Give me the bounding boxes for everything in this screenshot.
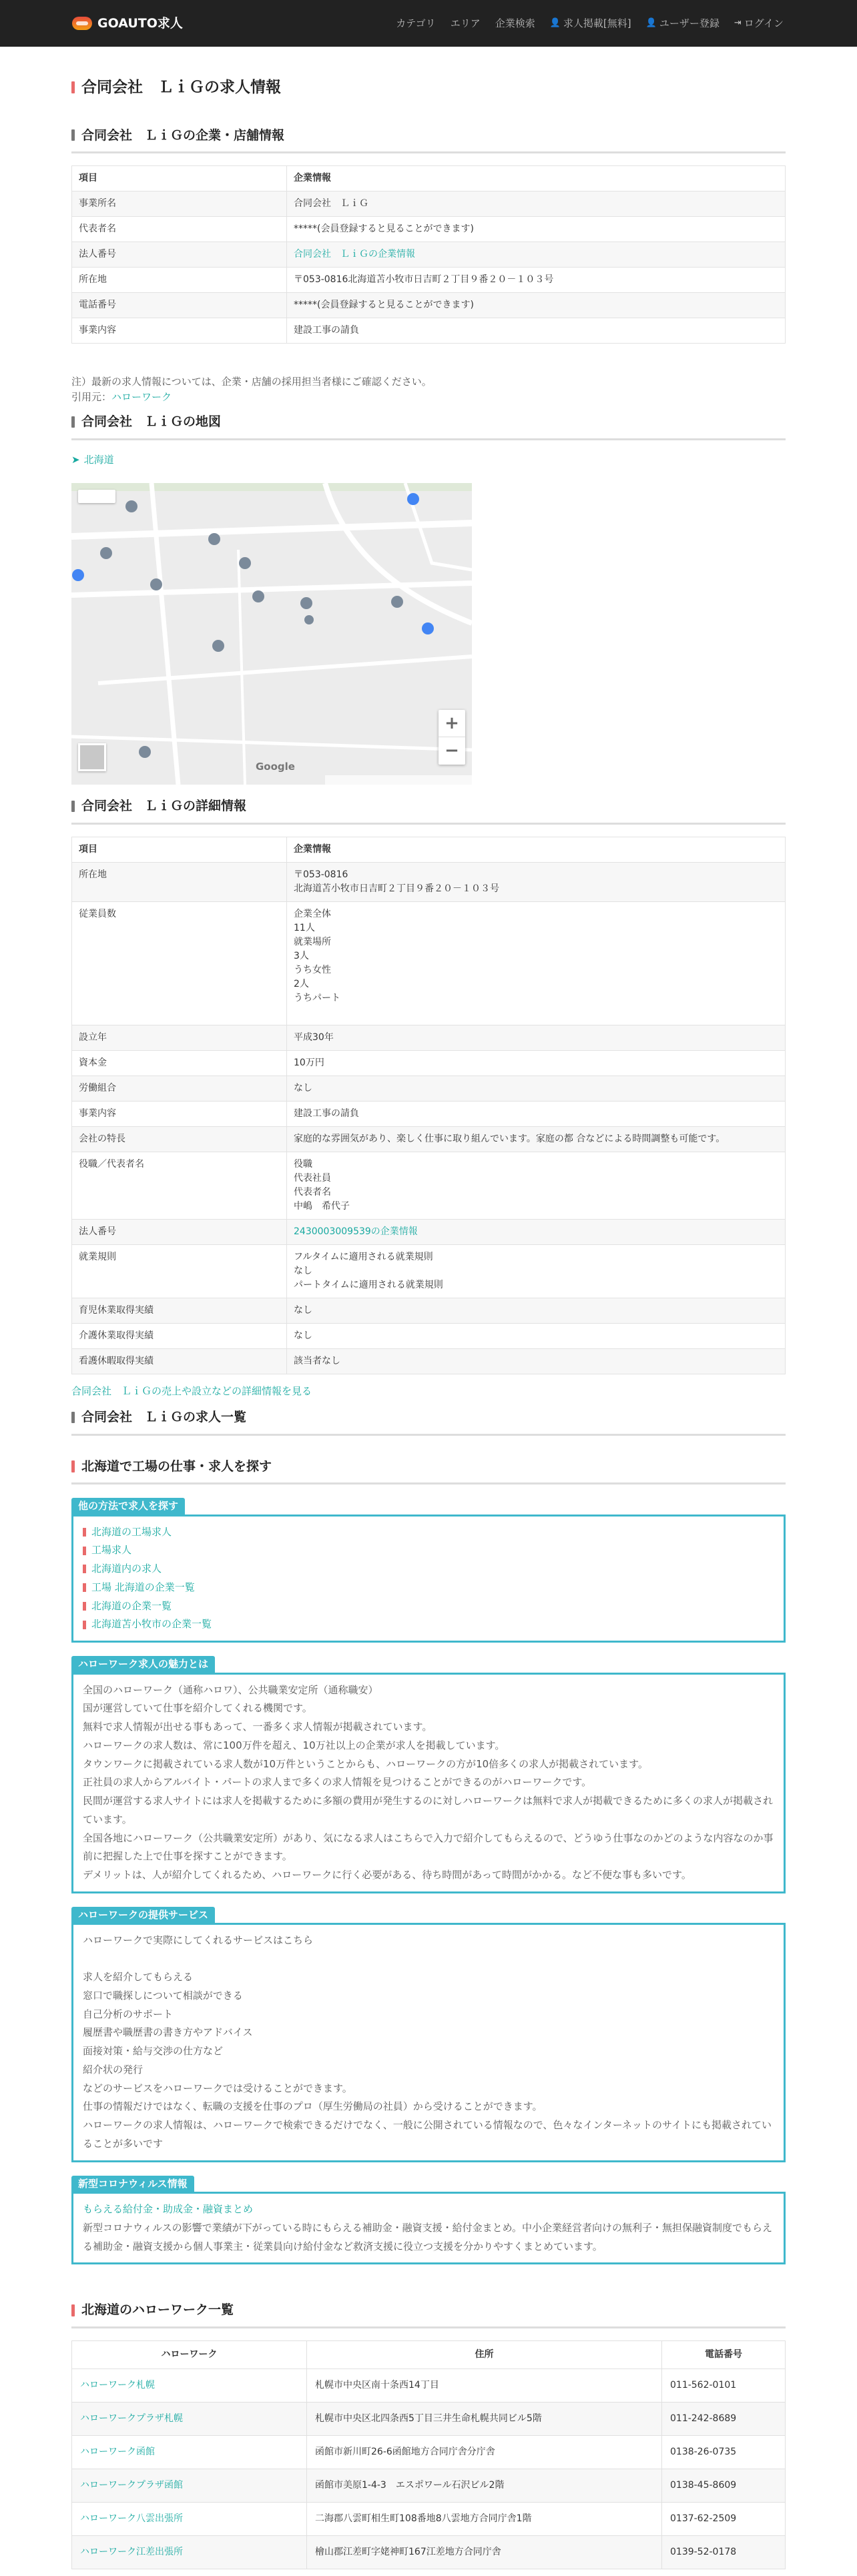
title-bar-icon xyxy=(71,81,75,93)
user-icon: 👤 xyxy=(549,18,561,29)
corporate-info-link[interactable]: 合同会社 ＬｉＧの企業情報 xyxy=(294,249,415,260)
table-row xyxy=(72,166,786,191)
table-row xyxy=(72,191,786,217)
table-row xyxy=(72,318,786,344)
section-title-text: 合同会社 ＬｉＧの企業・店舗情報 xyxy=(81,127,285,143)
table-row xyxy=(72,1025,786,1050)
search-link[interactable]: 北海道の企業一覧 xyxy=(83,1597,774,1616)
hellowork-address: 函館市美原1-4-3 エスポワール石沢ビル2階 xyxy=(307,2469,662,2502)
row-label: 事業内容 xyxy=(72,1101,287,1126)
row-label: 事業内容 xyxy=(72,318,287,344)
row-label: 役職／代表者名 xyxy=(72,1152,287,1219)
value-line: なし xyxy=(294,1330,312,1341)
value-line: 中嶋 希代子 xyxy=(294,1200,350,1212)
table-row xyxy=(72,242,786,268)
table-row xyxy=(72,862,786,901)
table-row xyxy=(72,1298,786,1323)
hellowork-phone: 0139-52-0178 xyxy=(662,2535,786,2569)
search-link[interactable]: 北海道内の求人 xyxy=(83,1560,774,1579)
row-value: 〒053-0816北海道苫小牧市日吉町２丁目９番２０－１０３号 xyxy=(287,268,786,293)
table-row xyxy=(72,293,786,318)
table-row xyxy=(72,217,786,242)
google-logo: Google xyxy=(256,761,295,773)
box-text-line xyxy=(83,1950,774,1968)
row-label: 就業規則 xyxy=(72,1244,287,1298)
box-text-line: 面接対策・給与交渉の仕方など xyxy=(83,2045,224,2057)
row-label: 法人番号 xyxy=(72,242,287,268)
hellowork-address: 二海郡八雲町相生町108番地8八雲地方合同庁舎1階 xyxy=(307,2502,662,2535)
detail-more-link[interactable]: 合同会社 ＬｉＧの売上や設立などの詳細情報を見る xyxy=(71,1384,312,1397)
hellowork-address: 函館市新川町26-6函館地方合同庁舎分庁舎 xyxy=(307,2435,662,2469)
table-row xyxy=(72,2435,786,2469)
location-arrow-icon: ➤ xyxy=(71,453,80,466)
row-label: 代表者名 xyxy=(72,217,287,242)
map-location-text: 北海道 xyxy=(83,453,114,466)
row-label: 介護休業取得実績 xyxy=(72,1323,287,1348)
value-line: 代表者名 xyxy=(294,1186,331,1198)
nav-label: エリア xyxy=(450,17,481,29)
value-line: 2人 xyxy=(294,978,309,989)
value-line: なし xyxy=(294,1304,312,1316)
box-text-line: 履歴書や職歴書の書き方やアドバイス xyxy=(83,2026,253,2039)
search-link[interactable]: 北海道の工場求人 xyxy=(83,1523,774,1542)
row-value xyxy=(287,1076,786,1101)
table-row xyxy=(72,2402,786,2435)
row-value xyxy=(287,1025,786,1050)
section-title-text: 北海道で工場の仕事・求人を探す xyxy=(81,1458,272,1474)
row-value xyxy=(287,901,786,1025)
box-body xyxy=(71,1515,786,1643)
table-header: 企業情報 xyxy=(287,837,786,862)
hellowork-section-title xyxy=(71,2300,786,2328)
table-row xyxy=(72,1076,786,1101)
hellowork-link[interactable]: ハローワークプラザ札幌 xyxy=(72,2402,307,2435)
user-icon: 👤 xyxy=(645,18,657,29)
table-row xyxy=(72,1152,786,1219)
value-line: なし xyxy=(294,1082,312,1094)
search-section-title xyxy=(71,1457,786,1485)
table-row xyxy=(72,268,786,293)
row-value xyxy=(287,1050,786,1076)
map-fullscreen-button[interactable] xyxy=(78,490,115,503)
row-value: *****(会員登録すると見ることができます) xyxy=(287,217,786,242)
table-row xyxy=(72,1348,786,1374)
box-text-line: 仕事の情報だけではなく、転職の支援を仕事のプロ（厚生労働局の社員）から受けることができます。 xyxy=(83,2100,543,2113)
hellowork-link[interactable]: ハローワーク函館 xyxy=(72,2435,307,2469)
nav-company-search[interactable] xyxy=(495,16,535,31)
table-row xyxy=(72,1101,786,1126)
nav-login[interactable] xyxy=(734,16,784,31)
brand-name: GOAUTO求人 xyxy=(97,15,183,31)
jobs-section-title xyxy=(71,1408,786,1436)
other-links-list xyxy=(83,1523,774,1635)
appeal-box xyxy=(71,1656,786,1893)
row-label: 資本金 xyxy=(72,1050,287,1076)
section-bar-icon xyxy=(71,801,75,812)
table-row xyxy=(72,2469,786,2502)
top-navbar xyxy=(0,0,857,47)
value-line: 11人 xyxy=(294,922,315,933)
table-row xyxy=(72,2369,786,2402)
hellowork-phone: 011-242-8689 xyxy=(662,2402,786,2435)
zoom-in-button[interactable]: + xyxy=(439,710,465,737)
map-section-title xyxy=(71,412,786,440)
table-row xyxy=(72,2502,786,2535)
source-link[interactable]: ハローワーク xyxy=(111,390,172,403)
detail-info-table xyxy=(71,837,786,1374)
section-title-text: 合同会社 ＬｉＧの詳細情報 xyxy=(81,799,247,813)
other-methods-box xyxy=(71,1498,786,1643)
brand[interactable] xyxy=(72,14,183,33)
search-link[interactable]: 工場 北海道の企業一覧 xyxy=(83,1579,774,1597)
section-title-text: 合同会社 ＬｉＧの求人一覧 xyxy=(81,1410,247,1424)
row-value: *****(会員登録すると見ることができます) xyxy=(287,293,786,318)
corona-box xyxy=(71,2176,786,2265)
box-label: ハローワーク求人の魅力とは xyxy=(71,1656,215,1673)
box-body xyxy=(71,1673,786,1893)
nav-label: ユーザー登録 xyxy=(659,17,720,29)
box-text-line: ハローワークの求人情報は、ハローワークで検索できるだけでなく、一般に公開されている情報なので、色々なインターネットのサイトにも掲載されていることが多いです xyxy=(83,2119,772,2150)
value-line xyxy=(294,1005,778,1019)
table-row xyxy=(72,1323,786,1348)
row-value xyxy=(287,1323,786,1348)
zoom-out-button[interactable]: − xyxy=(445,741,459,761)
box-text-line: タウンワークに掲載されている求人数が10万件ということからも、ハローワークの方が10倍多くの求人が掲載されています。 xyxy=(83,1757,648,1770)
map-streetview-pegman[interactable] xyxy=(78,743,106,771)
google-map[interactable] xyxy=(71,483,472,785)
table-row xyxy=(72,2340,786,2369)
row-value xyxy=(287,1348,786,1374)
hellowork-link[interactable]: ハローワーク江差出張所 xyxy=(72,2535,307,2569)
value-line: 家庭的な雰囲気があり、楽しく仕事に取り組んでいます。家庭の都 合などによる時間調整も可能です。 xyxy=(294,1133,726,1144)
row-value: 合同会社 ＬｉＧ xyxy=(287,191,786,217)
row-label: 看護休暇取得実績 xyxy=(72,1348,287,1374)
row-value xyxy=(287,862,786,901)
row-value xyxy=(287,1101,786,1126)
value-line: 3人 xyxy=(294,950,309,961)
nav-label: ログイン xyxy=(744,17,784,29)
map-location-link[interactable] xyxy=(71,452,786,468)
table-row xyxy=(72,1219,786,1244)
nav-area[interactable] xyxy=(451,16,481,31)
value-line: 〒053-0816 xyxy=(294,869,348,880)
table-header: 項目 xyxy=(72,837,287,862)
row-value xyxy=(287,1152,786,1219)
value-line: 役職 xyxy=(294,1158,312,1170)
brand-logo-icon xyxy=(72,17,92,30)
row-value xyxy=(287,1244,786,1298)
box-text-line: 全国のハローワーク（通称ハロワ）、公共職業安定所（通称職安） xyxy=(83,1683,378,1696)
row-label: 設立年 xyxy=(72,1025,287,1050)
hellowork-phone: 0137-62-2509 xyxy=(662,2502,786,2535)
box-text-line: 自己分析のサポート xyxy=(83,2008,174,2020)
source-line xyxy=(71,390,786,405)
hellowork-link[interactable]: ハローワークプラザ函館 xyxy=(72,2469,307,2502)
box-label: 新型コロナウィルス情報 xyxy=(71,2176,194,2192)
table-row xyxy=(72,1126,786,1152)
hellowork-address: 札幌市中央区北四条西5丁目三井生命札幌共同ビル5階 xyxy=(307,2402,662,2435)
table-header: 項目 xyxy=(72,166,287,191)
section-bar-icon xyxy=(71,1412,75,1423)
table-row xyxy=(72,1244,786,1298)
hellowork-address: 札幌市中央区南十条西14丁目 xyxy=(307,2369,662,2402)
box-text-line: デメリットは、人が紹介してくれるため、ハローワークに行く必要がある、待ち時間があって時間がかかる。など不便な事も多いです。 xyxy=(83,1869,691,1881)
table-header: 電話番号 xyxy=(662,2340,786,2369)
value-line: うち女性 xyxy=(294,964,331,975)
table-header: 企業情報 xyxy=(287,166,786,191)
value-line: 企業全体 xyxy=(294,908,331,919)
value-line: 該当者なし xyxy=(294,1355,340,1366)
nav-category[interactable] xyxy=(396,16,435,31)
value-line: 代表社員 xyxy=(294,1172,331,1184)
table-header: 住所 xyxy=(307,2340,662,2369)
value-line: 10万円 xyxy=(294,1057,324,1068)
detail-section-title xyxy=(71,797,786,825)
main-content xyxy=(71,76,786,2569)
table-header: ハローワーク xyxy=(72,2340,307,2369)
row-label: 所在地 xyxy=(72,268,287,293)
nav-label: 企業検索 xyxy=(495,17,535,29)
box-text-line: などのサービスをハローワークでは受けることができます。 xyxy=(83,2082,352,2094)
store-section-title xyxy=(71,126,786,154)
box-text-line: 紹介状の発行 xyxy=(83,2063,144,2076)
row-value: 建設工事の請負 xyxy=(287,318,786,344)
section-bar-icon xyxy=(71,2304,75,2316)
row-label: 労働組合 xyxy=(72,1076,287,1101)
value-line: 就業場所 xyxy=(294,936,331,947)
zoom-control xyxy=(439,710,465,765)
nav-register[interactable] xyxy=(646,16,720,31)
page-title xyxy=(71,76,786,99)
row-label: 育児休業取得実績 xyxy=(72,1298,287,1323)
value-line: 建設工事の請負 xyxy=(294,1108,359,1119)
search-link[interactable]: 北海道苫小牧市の企業一覧 xyxy=(83,1615,774,1634)
box-text-line: 全国各地にハローワーク（公共職業安定所）があり、気になる求人はこちらで入力で紹介してもらえるので、どうゆう仕事なのかどのような内容なのか事前に把握した上で仕事を探すことができます。 xyxy=(83,1831,774,1863)
hellowork-link[interactable]: ハローワーク八雲出張所 xyxy=(72,2502,307,2535)
section-bar-icon xyxy=(71,129,75,141)
hellowork-phone: 0138-45-8609 xyxy=(662,2469,786,2502)
corona-text: 新型コロナウィルスの影響で業績が下がっている時にもらえる補助金・融資支援・給付金まとめ。中小企業経営者向けの無利子・無担保融資制度でもらえる補助金・融資支援から個人事業主・従業員向け給付金など救済支援に役立つ支援を分かりやすくまとめています。 xyxy=(83,2221,773,2252)
store-info-table xyxy=(71,165,786,344)
source-prefix: 引用元： xyxy=(71,390,112,403)
section-bar-icon xyxy=(71,1460,75,1472)
table-row xyxy=(72,837,786,862)
hellowork-phone: 011-562-0101 xyxy=(662,2369,786,2402)
value-line: パートタイムに適用される就業規則 xyxy=(294,1279,443,1290)
value-line: フルタイムに適用される就業規則 xyxy=(294,1251,433,1262)
box-text-line: 求人を紹介してもらえる xyxy=(83,1971,194,1983)
row-value xyxy=(287,1298,786,1323)
disclaimer-note: 注）最新の求人情報については、企業・店舗の採用担当者様にご確認ください。 xyxy=(71,376,432,388)
row-value xyxy=(287,1126,786,1152)
box-text-line: ハローワークで実際にしてくれるサービスはこちら xyxy=(83,1934,314,1947)
row-label: 所在地 xyxy=(72,862,287,901)
hellowork-phone: 0138-26-0735 xyxy=(662,2435,786,2469)
corona-support-link[interactable]: もらえる給付金・助成金・融資まとめ xyxy=(83,2203,254,2215)
box-text-line: 無料で求人情報が出せる事もあって、一番多く求人情報が掲載されています。 xyxy=(83,1721,433,1733)
login-icon: ⇥ xyxy=(734,18,742,29)
hellowork-link[interactable]: ハローワーク札幌 xyxy=(72,2369,307,2402)
box-text-line: 正社員の求人からアルバイト・パートの求人まで多くの求人情報を見つけることができるのがハローワークです。 xyxy=(83,1776,592,1789)
box-label: ハローワークの提供サービス xyxy=(71,1907,215,1923)
box-text-line: 窓口で職探しについて相談ができる xyxy=(83,1989,243,2002)
row-label: 会社の特長 xyxy=(72,1126,287,1152)
box-body xyxy=(71,2192,786,2264)
table-row xyxy=(72,901,786,1025)
row-label: 法人番号 xyxy=(72,1219,287,1244)
box-text-line: ハローワークの求人数は、常に100万件を超え、10万社以上の企業が求人を掲載しています。 xyxy=(83,1739,505,1751)
value-line: うちパート xyxy=(294,992,340,1003)
hellowork-address: 檜山郡江差町字姥神町167江差地方合同庁舎 xyxy=(307,2535,662,2569)
main-nav xyxy=(396,16,784,31)
row-label: 事業所名 xyxy=(72,191,287,217)
section-title-text: 合同会社 ＬｉＧの地図 xyxy=(81,414,222,429)
row-label: 電話番号 xyxy=(72,293,287,318)
box-text-line: 民間が運営する求人サイトには求人を掲載するために多額の費用が発生するのに対しハローワークは無料で求人が掲載できるために多くの求人が掲載されています。 xyxy=(83,1795,773,1825)
value-line: なし xyxy=(294,1265,312,1276)
page-title-text: 合同会社 ＬｉＧの求人情報 xyxy=(81,79,281,96)
box-label: 他の方法で求人を探す xyxy=(71,1498,185,1515)
value-line: 北海道苫小牧市日吉町２丁目９番２０－１０３号 xyxy=(294,883,499,894)
row-label: 従業員数 xyxy=(72,901,287,1025)
corporate-number-link[interactable]: 2430003009539の企業情報 xyxy=(294,1226,418,1237)
map-credit-bar xyxy=(325,775,472,785)
box-body xyxy=(71,1923,786,2162)
row-value xyxy=(287,242,786,268)
search-link[interactable]: 工場求人 xyxy=(83,1541,774,1560)
table-row xyxy=(72,1050,786,1076)
nav-post-job[interactable] xyxy=(550,16,631,31)
map-canvas xyxy=(71,483,472,785)
value-line: 平成30年 xyxy=(294,1031,334,1043)
table-row xyxy=(72,2535,786,2569)
box-text-line: 国が運営していて仕事を紹介してくれる機関です。 xyxy=(83,1702,312,1715)
section-bar-icon xyxy=(71,416,75,428)
service-box xyxy=(71,1907,786,2162)
row-value xyxy=(287,1219,786,1244)
nav-label: カテゴリ xyxy=(396,17,436,29)
hellowork-table xyxy=(71,2340,786,2569)
nav-label: 求人掲載[無料] xyxy=(563,17,631,29)
section-title-text: 北海道のハローワーク一覧 xyxy=(81,2302,234,2318)
